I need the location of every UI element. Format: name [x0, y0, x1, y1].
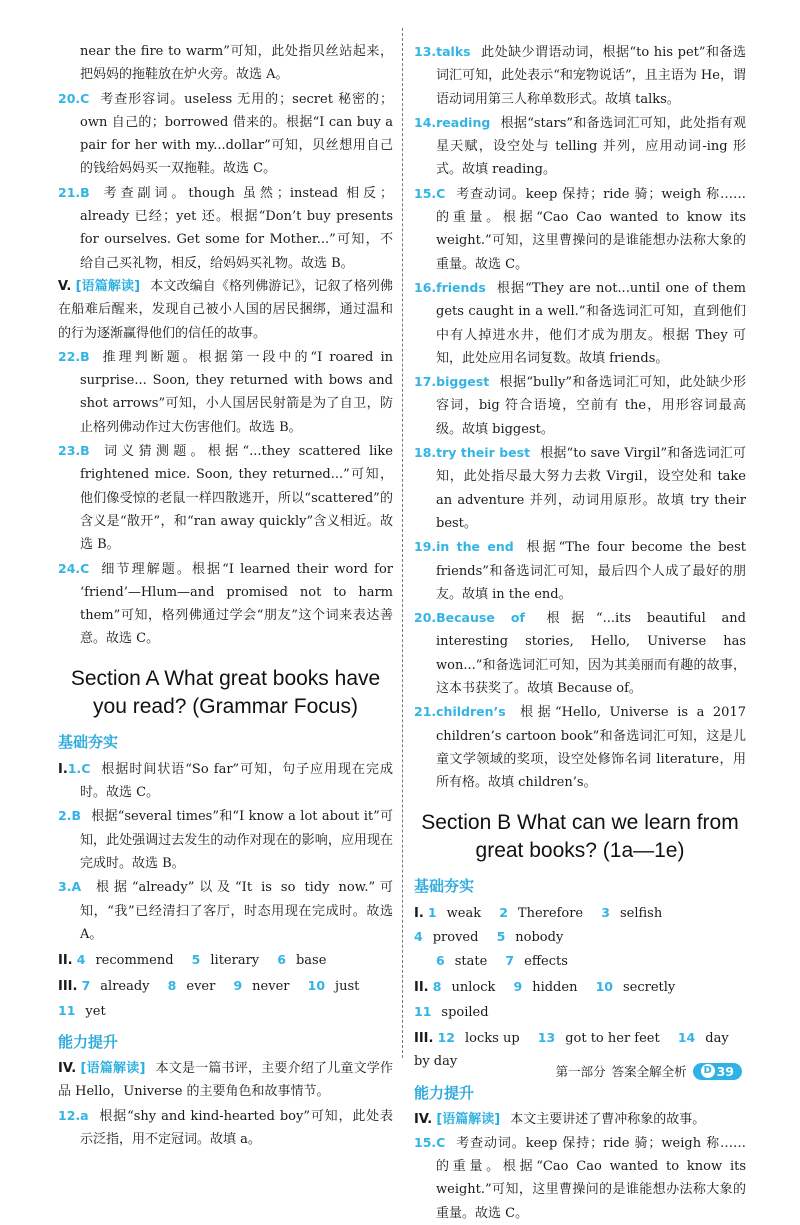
section-b-title: Section B What can we learn from great books? (1a—1e)	[421, 810, 739, 862]
column-divider	[402, 28, 403, 1058]
page-number-badge	[693, 1063, 742, 1080]
basic-heading: 基础夯实	[58, 732, 119, 751]
answer-i-3: 3.A 根据“already”以及“It is so tidy now.”可知，“我”已经清扫了客厅，时态用现在完成时。故选 A。	[58, 879, 393, 942]
passage-note-v: V. [语篇解读] 本文改编自《格列佛游记》，记叙了格列佛在船难后醒来，发现自己被小人国的居民捆绑，通过温和的行为逐渐赢得他们的信任的故事。	[58, 278, 393, 341]
advanced-heading-b: 能力提升	[414, 1083, 475, 1102]
footer-label: 答案全解全析	[611, 1064, 687, 1079]
answer-18: 18.try their best 根据“to save Virgil”和备选词汇可知，此处指尽最大努力去救 Virgil，设空处和 take an adventure 并列，动词用原形。故填 try their best。	[414, 445, 746, 531]
answer-14: 14.reading 根据“stars”和备选词汇可知，此处指有观星天赋，设空处与 telling 并列，应用动词-ing 形式。故填 reading。	[414, 114, 746, 178]
answer-15b: 15.C 考查动词。keep 保持；ride 骑；weigh 称……的重量。根据“Cao Cao wanted to know its weight.”可知，这里曹操问的是谁能想办法称大象的重量。故选 C。	[414, 1134, 746, 1221]
answer-22: 22.B 推理判断题。根据第一段中的“I roared in surprise... Soon, they returned with bows and shot arrows”可知，小人国居民射箭是为了自卫，防止格列佛动作过大伤害他们。故选 B。	[58, 348, 393, 435]
answer-i-1: I.1.C 根据时间状语“So far”可知，句子应用现在完成时。故选 C。	[58, 760, 393, 801]
answer-23: 23.B 词义猜测题。根据“...they scattered like frightened mice. Soon, they returned...”可知，他们像受惊的老鼠一样四散逃开，所以“scattered”的含义是“散开”，和“ran away quickly”含义相近。故选 B。	[58, 443, 393, 553]
left-column	[58, 40, 393, 1151]
answers-ii-b: II. 8 unlock 9 hidden 10 secretly 11 spoiled	[414, 979, 676, 1020]
answers-iii: III. 7 already 8 ever 9 never 10 just 11 yet	[58, 978, 360, 1019]
passage-note-iv-b: IV. [语篇解读] 本文主要讲述了曹冲称象的故事。	[414, 1111, 706, 1127]
answer-17: 17.biggest 根据“bully”和备选词汇可知，此处缺少形容词，big 符合语境，空前有 the，用形容词最高级。故填 biggest。	[414, 374, 746, 437]
answer-20: 20.C 考查形容词。useless 无用的；secret 秘密的；own 自己的；borrowed 借来的。根据“I can buy a pair for her with my...dollar”可知，贝丝想用自己的钱给妈妈买一双拖鞋。故选 C。	[58, 90, 393, 177]
basic-heading-b: 基础夯实	[414, 876, 475, 895]
page-number: 39	[716, 1063, 734, 1079]
answer-21: 21.B 考查副词。though 虽然；instead 相反；already 已经；yet 还。根据“Don’t buy presents for ourselves. Get some for Mother...”可知，不给自己买礼物，相反，给妈妈买礼物。故选 B。	[58, 184, 393, 271]
answer-15: 15.C 考查动词。keep 保持；ride 骑；weigh 称……的重量。根据“Cao Cao wanted to know its weight.”可知，这里曹操问的是谁能想办法称大象的重量。故选 C。	[414, 185, 746, 272]
answer-20b: 20.Because of 根据“...its beautiful and interesting stories, Hello, Universe has won...”和备选词汇可知，因为其美丽而有趣的故事，这本书获奖了。故填 Because of。	[414, 610, 746, 697]
section-a-title: Section A What great books have you read? (Grammar Focus)	[70, 666, 381, 718]
answer-19: 19.in the end 根据“The four become the best friends”和备选词汇可知，最后四个人成了最好的朋友。故填 in the end。	[414, 539, 746, 602]
answer-16: 16.friends 根据“They are not...until one of them gets caught in a well.”和备选词汇可知，直到他们中有人掉进水井，他们才成为朋友。根据 They 可知，此处应用名词复数。故填 friends。	[414, 279, 746, 366]
continued-answer: near the fire to warm”可知，此处指贝丝站起来，把妈妈的拖鞋放在炉火旁。故选 A。	[80, 44, 393, 83]
right-column	[414, 40, 746, 1225]
answer-24: 24.C 细节理解题。根据“I learned their word for ‘friend’—Hlum—and promised not to harm them”可知，格列佛通过学会“朋友”这个词来表达善意。故选 C。	[58, 560, 393, 647]
passage-note-iv: IV. [语篇解读] 本文是一篇书评，主要介绍了儿童文学作品 Hello，Universe 的主要角色和故事情节。	[58, 1060, 393, 1100]
answers-ii: II. 4 recommend 5 literary 6 base	[58, 952, 327, 969]
badge-letter: D	[701, 1064, 715, 1078]
answers-i-b: I. 1 weak 2 Therefore 3 selfish 4 proved 5 nobody 6 state 7 effects	[414, 904, 663, 970]
answer-13: 13.talks 此处缺少谓语动词，根据“to his pet”和备选词汇可知，此处表示“和宠物说话”，且主语为 He，谓语动词用第三人称单数形式。故填 talks。	[414, 44, 746, 107]
advanced-heading: 能力提升	[58, 1032, 119, 1051]
answers-iii-b: III. 12 locks up 13 got to her feet 14 day by day	[414, 1029, 729, 1070]
page-footer	[556, 1062, 742, 1080]
footer-part: 第一部分	[555, 1064, 606, 1079]
answer-12: 12.a 根据“shy and kind-hearted boy”可知，此处表示泛指，用不定冠词。故填 a。	[58, 1107, 393, 1147]
answer-i-2: 2.B 根据“several times”和“I know a lot about it”可知，此处强调过去发生的动作对现在的影响，应用现在完成时。故选 B。	[58, 808, 393, 871]
answer-21b: 21.children’s 根据“Hello, Universe is a 2017 children’s cartoon book”和备选词汇可知，这是儿童文学领域的奖项，设空处修饰名词 literature，用所有格。故填 children’s。	[414, 704, 746, 791]
